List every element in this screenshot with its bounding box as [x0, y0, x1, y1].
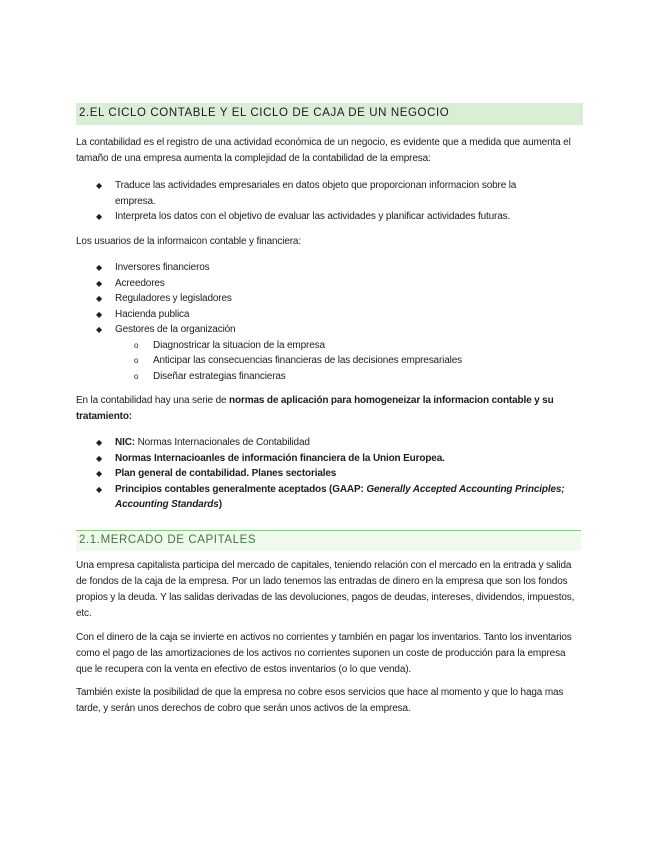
users-list	[96, 260, 556, 384]
managers-sublist	[115, 338, 556, 385]
diamond-bullet-icon: ◆	[96, 453, 103, 463]
paragraph: Una empresa capitalista participa del mercado de capitales, teniendo relación con el mercado en la entrada y salida de fondos de la caja de la empresa. Por un lado tenemos las entradas de dinero en la empresa que son los fondos propios y la deuda. Y las salidas derivadas de las devoluciones, pagos de deudas, intereses, dividendos, impuestos, etc.	[76, 560, 575, 619]
diamond-bullet-icon: ◆	[96, 278, 103, 288]
section-heading: 2.EL CICLO CONTABLE Y EL CICLO DE CAJA DE UN NEGOCIO	[76, 103, 583, 125]
diamond-bullet-icon: ◆	[96, 309, 103, 319]
users-heading: Los usuarios de la informaicon contable y financiera:	[76, 236, 301, 247]
paragraph: También existe la posibilidad de que la empresa no cobre esos servicios que hace al momento y que lo haga mas tarde, y serán unos derechos de cobro que serán unos activos de la empresa.	[76, 687, 564, 714]
list-item: ◆ Principios contables generalmente aceptados (GAAP: Generally Accepted Accounting Principles; Accounting Standards)	[96, 483, 565, 510]
circle-bullet-icon: o	[134, 340, 139, 350]
diamond-bullet-icon: ◆	[96, 438, 103, 447]
diamond-bullet-icon: ◆	[96, 484, 103, 494]
diamond-bullet-icon: ◆	[96, 181, 103, 190]
list-item: o Diseñar estrategias financieras	[115, 369, 556, 385]
list-item: o Anticipar las consecuencias financieras de las decisiones empresariales	[115, 353, 556, 369]
list-item: ◆ Interpreta los datos con el objetivo de evaluar las actividades y planificar actividades futuras.	[96, 209, 556, 225]
intro-paragraph: La contabilidad es el registro de una actividad económica de un negocio, es evidente que a medida que aumenta el tamaño de una empresa aumenta la complejidad de la contabilidad de la empresa:	[76, 137, 571, 164]
circle-bullet-icon: o	[134, 356, 139, 365]
list-item: ◆ Normas Internacioanles de información financiera de la Union Europea.	[96, 451, 566, 467]
diamond-bullet-icon: ◆	[96, 212, 103, 221]
list-item: ◆ Reguladores y legisladores	[96, 291, 556, 307]
norms-intro-paragraph: En la contabilidad hay una serie de normas de aplicación para homogeneizar la informacion contable y su tratamiento:	[76, 395, 554, 422]
list-item: ◆ NIC: Normas Internacionales de Contabilidad	[96, 435, 566, 451]
list-item: ◆ Inversores financieros	[96, 260, 556, 276]
diamond-bullet-icon: ◆	[96, 469, 103, 478]
list-item: ◆ Hacienda publica	[96, 307, 556, 323]
paragraph: Con el dinero de la caja se invierte en activos no corrientes y también en pagar los inventarios. Tanto los inventarios como el pago de las amortizaciones de los activos no corrientes suponen un coste de producción para la empresa que le recupera con la venta en efectivo de estos inventarios (o lo que venda).	[76, 632, 572, 675]
list-item: o Diagnostricar la situacion de la empresa	[115, 338, 556, 354]
subsection-heading: 2.1.MERCADO DE CAPITALES	[76, 531, 581, 551]
list-item: ◆ Traduce las actividades empresariales en datos objeto que proporcionan informacion sobre la empresa.	[96, 180, 517, 207]
list-item: ◆ Acreedores	[96, 276, 556, 292]
diamond-bullet-icon: ◆	[96, 325, 103, 334]
diamond-bullet-icon: ◆	[96, 263, 103, 272]
list-item: ◆ Plan general de contabilidad. Planes sectoriales	[96, 466, 566, 482]
norms-list	[96, 435, 566, 513]
intro-bullet-list	[96, 178, 556, 225]
list-item: ◆ Gestores de la organización o Diagnostricar la situacion de la empresa o Anticipar las consecuencias financieras de las decisiones empresariales o Diseñar estrategias financieras	[96, 322, 556, 384]
circle-bullet-icon: o	[134, 371, 139, 381]
diamond-bullet-icon: ◆	[96, 294, 103, 303]
